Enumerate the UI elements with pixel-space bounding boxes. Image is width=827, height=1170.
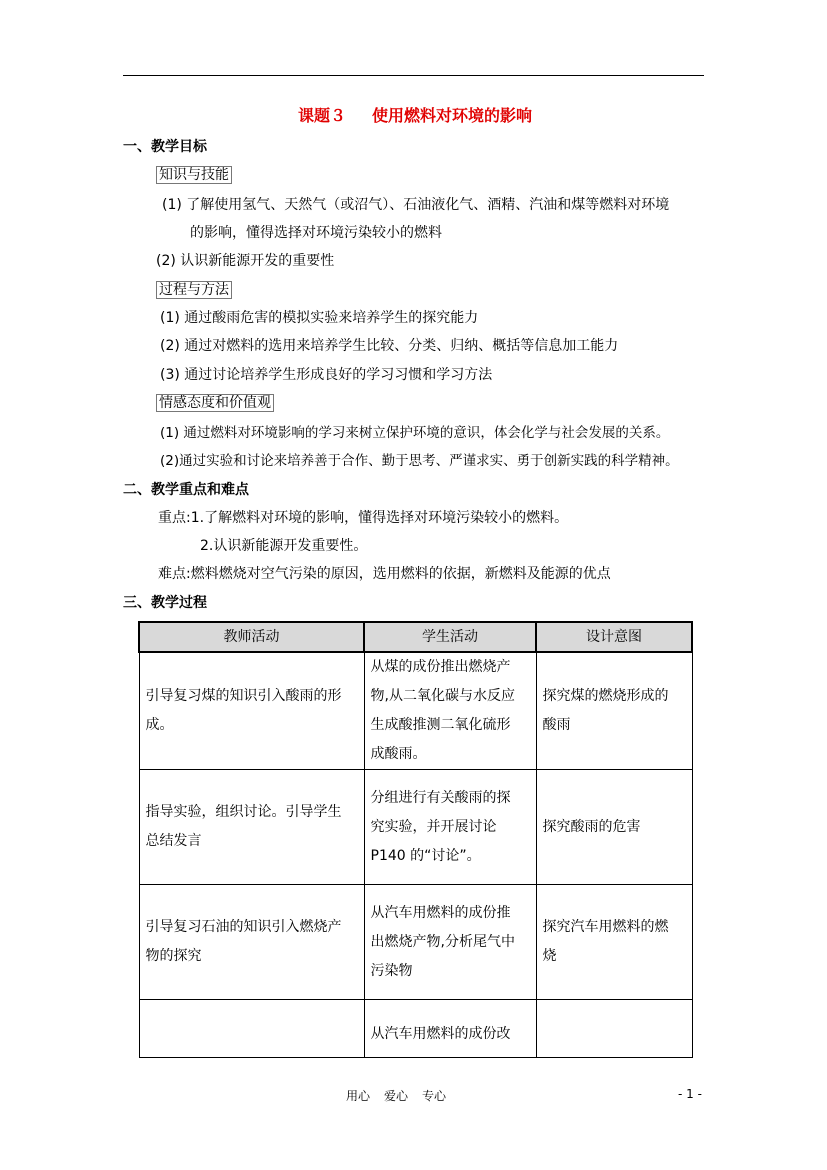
cell-line: 总结发言: [145, 833, 202, 849]
cell-line: 物,从二氧化碳与水反应: [370, 688, 515, 704]
process-item2: (2) 通过对燃料的选用来培养学生比较、分类、归纳、概括等信息加工能力: [160, 338, 619, 354]
intent-cell: [536, 652, 692, 770]
teaching-process-table: [138, 621, 693, 1058]
emotion-label: 情感态度和价值观: [156, 394, 274, 412]
cell-line: 指导实验，组织讨论。引导学生: [145, 804, 342, 820]
intent-cell: [536, 1000, 692, 1058]
process-label: 过程与方法: [156, 281, 232, 299]
title-label: 课题３: [298, 106, 347, 125]
table-header-row: [139, 622, 692, 652]
section1-heading: 一、教学目标: [123, 139, 207, 155]
table-row: [139, 652, 692, 770]
cell-line: 分组进行有关酸雨的探: [370, 789, 511, 806]
knowledge-item2: (2) 认识新能源开发的重要性: [156, 253, 335, 269]
cell-line: 成酸雨。: [370, 746, 427, 762]
teacher-cell: [139, 885, 364, 1000]
key-point-2: 2.认识新能源开发重要性。: [200, 538, 368, 554]
cell-line: 出燃烧产物,分析尾气中: [370, 933, 515, 950]
cell-line: 酸雨: [542, 717, 571, 733]
cell-line: 探究汽车用燃料的燃: [542, 919, 669, 935]
cell-line: 探究煤的燃烧形成的: [542, 688, 669, 704]
process-item1: (1) 通过酸雨危害的模拟实验来培养学生的探究能力: [160, 310, 479, 326]
difficulty: 难点:燃料燃烧对空气污染的原因，选用燃料的依据，新燃料及能源的优点: [158, 566, 611, 582]
knowledge-label: 知识与技能: [156, 166, 232, 184]
student-cell: [364, 885, 536, 1000]
intent-cell: [536, 885, 692, 1000]
table-row: [139, 1000, 692, 1058]
motto-word: 专心: [422, 1089, 447, 1103]
header-teacher: 教师活动: [139, 622, 364, 652]
page-number: - 1 -: [678, 1087, 702, 1101]
process-label-wrap: [156, 281, 232, 299]
emotion-item2: (2)通过实验和讨论来培养善于合作、勤于思考、严谨求实、勇于创新实践的科学精神。: [160, 453, 679, 469]
student-cell: [364, 770, 536, 885]
cell-line: 生成酸推测二氧化硫形: [370, 717, 511, 733]
cell-line: 污染物: [370, 962, 413, 979]
cell-line: 引导复习石油的知识引入燃烧产: [145, 919, 342, 935]
cell-line: 从汽车用燃料的成份改: [370, 1026, 511, 1042]
knowledge-item1-line1: (1) 了解使用氢气、天然气（或沼气）、石油液化气、酒精、汽油和煤等燃料对环境: [162, 197, 670, 213]
key-point-1: 重点:1.了解燃料对环境的影响，懂得选择对环境污染较小的燃料。: [158, 510, 569, 526]
motto-word: 用心: [346, 1089, 371, 1103]
teacher-cell: [139, 770, 364, 885]
cell-line: 烧: [542, 948, 557, 964]
knowledge-label-wrap: [156, 166, 232, 184]
teacher-cell: [139, 1000, 364, 1058]
emotion-label-wrap: [156, 394, 274, 412]
student-cell: [364, 1000, 536, 1058]
cell-line: 物的探究: [145, 948, 202, 964]
header-intent: 设计意图: [536, 622, 692, 652]
page-title: [290, 103, 532, 126]
process-item3: (3) 通过讨论培养学生形成良好的学习习惯和学习方法: [160, 367, 493, 383]
intent-cell: [536, 770, 692, 885]
cell-line: 引导复习煤的知识引入酸雨的形: [145, 688, 342, 704]
cell-line: 成。: [145, 717, 174, 733]
motto-word: 爱心: [384, 1089, 409, 1103]
title-text: 使用燃料对环境的影响: [372, 106, 533, 125]
cell-line: P140 的“讨论”。: [370, 847, 481, 864]
cell-line: 从煤的成份推出燃烧产: [370, 659, 511, 675]
teacher-cell: [139, 652, 364, 770]
student-cell: [364, 652, 536, 770]
cell-line: 探究酸雨的危害: [542, 818, 641, 835]
footer-motto: [346, 1087, 460, 1104]
header-rule: [123, 75, 704, 76]
header-student: 学生活动: [364, 622, 536, 652]
table-row: [139, 885, 692, 1000]
emotion-item1: (1) 通过燃料对环境影响的学习来树立保护环境的意识，体会化学与社会发展的关系。: [160, 425, 670, 441]
section2-heading: 二、教学重点和难点: [123, 482, 249, 498]
section3-heading: 三、教学过程: [123, 595, 207, 611]
cell-line: 从汽车用燃料的成份推: [370, 904, 511, 921]
cell-line: 究实验，并开展讨论: [370, 818, 497, 835]
table-row: [139, 770, 692, 885]
knowledge-item1-line2: 的影响，懂得选择对环境污染较小的燃料: [190, 225, 442, 241]
